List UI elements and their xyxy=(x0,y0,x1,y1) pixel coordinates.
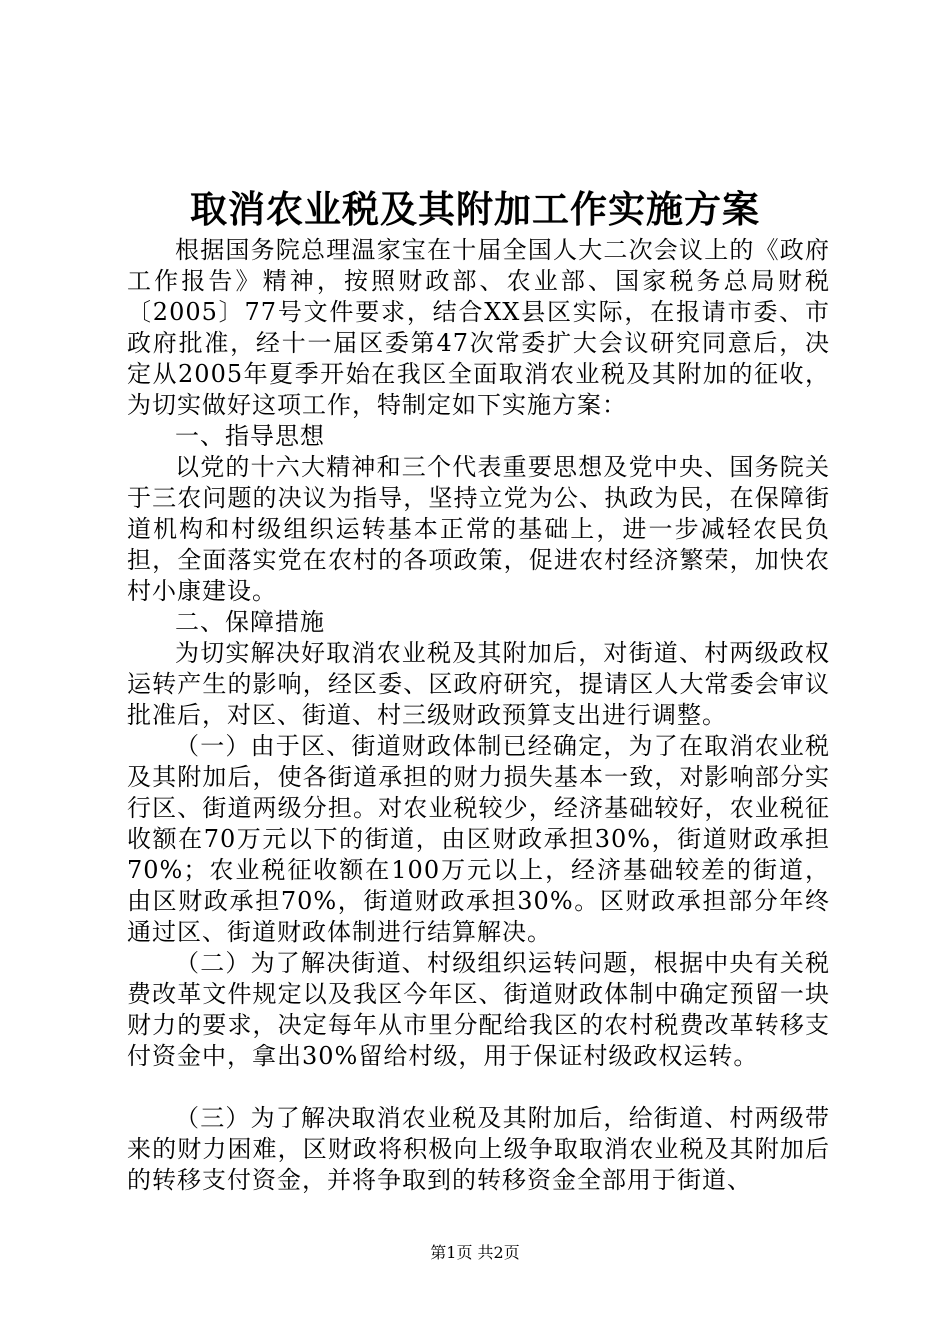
document-body xyxy=(127,235,830,1196)
safeguard-measures-paragraph: 为切实解决好取消农业税及其附加后，对街道、村两级政权运转产生的影响，经区委、区政府研究，提请区人大常委会审议批准后，对区、街道、村三级财政预算支出进行调整。 xyxy=(127,639,830,729)
measure-item-2: （二）为了解决街道、村级组织运转问题，根据中央有关税费改革文件规定以及我区今年区、街道财政体制中确定预留一块财力的要求，决定每年从市里分配给我区的农村税费改革转移支付资金中，拿出30%留给村级，用于保证村级政权运转。 xyxy=(127,949,830,1070)
section-heading-guiding-ideology: 一、指导思想 xyxy=(175,422,325,450)
measure-item-3: （三）为了解决取消农业税及其附加后，给街道、村两级带来的财力困难，区财政将积极向上级争取取消农业税及其附加后的转移支付资金，并将争取到的转移资金全部用于街道、 xyxy=(127,1104,830,1194)
measure-item-1: （一）由于区、街道财政体制已经确定，为了在取消农业税及其附加后，使各街道承担的财力损失基本一致，对影响部分实行区、街道两级分担。对农业税较少，经济基础较好，农业税征收额在70万元以下的街道，由区财政承担30%，街道财政承担70%；农业税征收额在100万元以上，经济基础较差的街道，由区财政承担70%，街道财政承担30%。区财政承担部分年终通过区、街道财政体制进行结算解决。 xyxy=(127,732,830,946)
page-footer: 第1页 共2页 xyxy=(430,1243,520,1262)
intro-paragraph: 根据国务院总理温家宝在十届全国人大二次会议上的《政府工作报告》精神，按照财政部、农业部、国家税务总局财税〔2005〕77号文件要求，结合XX县区实际，在报请市委、市政府批准，经十一届区委第47次常委扩大会议研究同意后，决定从2005年夏季开始在我区全面取消农业税及其附加的征收，为切实做好这项工作，特制定如下实施方案： xyxy=(127,236,830,419)
document-title: 取消农业税及其附加工作实施方案 xyxy=(190,187,760,231)
paragraph-gap xyxy=(127,1072,830,1103)
section-heading-safeguard-measures: 二、保障措施 xyxy=(175,608,325,636)
guiding-ideology-paragraph: 以党的十六大精神和三个代表重要思想及党中央、国务院关于三农问题的决议为指导，坚持立党为公、执政为民，在保障街道机构和村级组织运转基本正常的基础上，进一步减轻农民负担，全面落实党在农村的各项政策，促进农村经济繁荣，加快农村小康建设。 xyxy=(127,453,830,605)
